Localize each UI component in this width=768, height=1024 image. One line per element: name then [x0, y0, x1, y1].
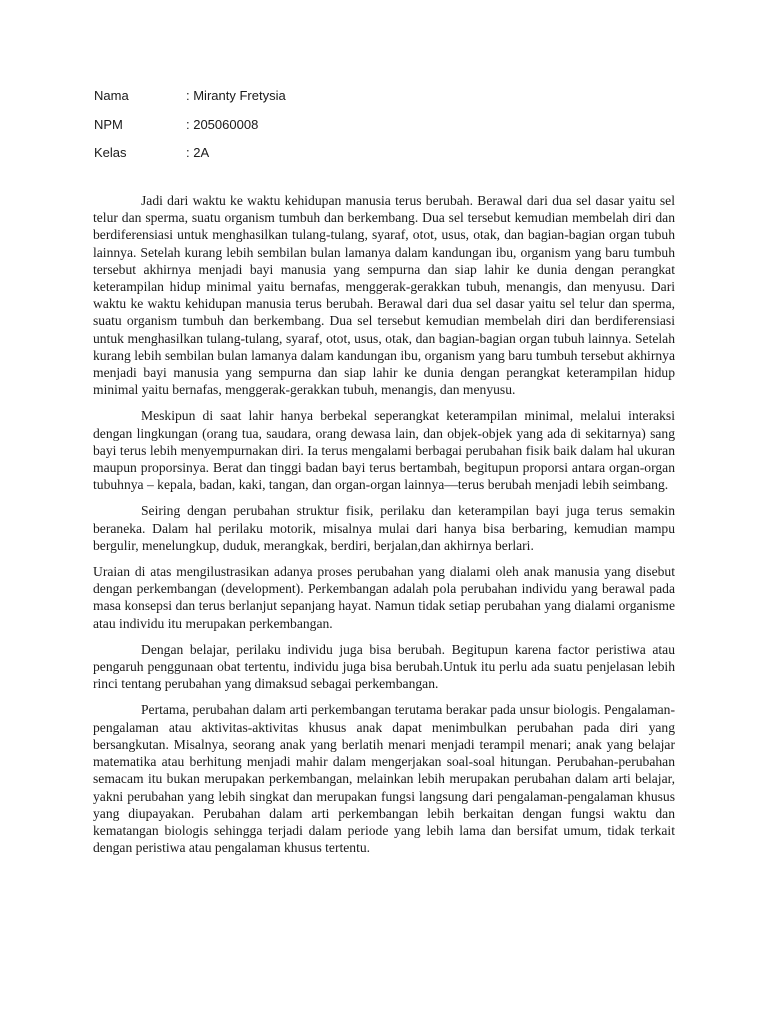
paragraph-6: Pertama, perubahan dalam arti perkembangan terutama berakar pada unsur biologis. Pengalaman-pengalaman atau aktivitas-aktivitas khusus anak dapat menimbulkan perubahan pada diri yang bersangkutan. Misalnya, seorang anak yang berlatih menari menjadi terampil menari; anak yang belajar matematika atau berhitung menjadi mahir dalam mengerjakan soal-soal hitungan. Perubahan-perubahan semacam itu bukan merupakan perkembangan, melainkan lebih merupakan perubahan dalam arti belajar, yakni perubahan yang lebih singkat dan merupakan fungsi langsung dari pengalaman-pengalaman khusus yang diupayakan. Perubahan dalam arti perkembangan lebih berkaitan dengan fungsi waktu dan kematangan biologis sehingga terjadi dalam periode yang lebih lama dan bersifat umum, tidak terkait dengan peristiwa atau pengalaman khusus tertentu.	[93, 702, 675, 856]
class-label: Kelas	[94, 145, 127, 160]
npm-label: NPM	[94, 116, 123, 132]
npm-value: : 205060008	[186, 116, 259, 132]
name-value: : Miranty Fretysia	[186, 88, 286, 103]
name-label: Nama	[94, 88, 129, 103]
essay-body	[93, 192, 675, 865]
npm-row	[94, 115, 286, 144]
student-info	[94, 86, 286, 172]
paragraph-3: Seiring dengan perubahan struktur fisik, perilaku dan keterampilan bayi juga terus semakin beraneka. Dalam hal perilaku motorik, misalnya mulai dari hanya bisa berbaring, kemudian mampu bergulir, menelungkup, duduk, merangkak, berdiri, berjalan,dan akhirnya berlari.	[93, 503, 675, 553]
paragraph-2: Meskipun di saat lahir hanya berbekal seperangkat keterampilan minimal, melalui interaksi dengan lingkungan (orang tua, saudara, orang dewasa lain, dan objek-objek yang ada di sekitarnya) sang bayi terus lebih menyempurnakan diri. Ia terus mengalami berbagai perubahan fisik baik dalam hal ukuran maupun proporsinya. Berat dan tinggi badan bayi terus bertambah, begitupun proporsi antara organ-organ tubuhnya – kepala, badan, kaki, tangan, dan organ-organ lainnya—terus berubah menjadi lebih seimbang.	[93, 408, 675, 493]
name-row	[94, 86, 286, 115]
class-value: : 2A	[186, 145, 210, 160]
paragraph-5: Dengan belajar, perilaku individu juga bisa berubah. Begitupun karena factor peristiwa atau pengaruh penggunaan obat tertentu, individu juga bisa berubah.Untuk itu perlu ada suatu penjelasan lebih rinci tentang perubahan yang dimaksud sebagai perkembangan.	[93, 641, 675, 692]
class-row	[94, 143, 286, 172]
paragraph-1: Jadi dari waktu ke waktu kehidupan manusia terus berubah. Berawal dari dua sel dasar yaitu sel telur dan sperma, suatu organism tumbuh dan berkembang. Dua sel tersebut kemudian membelah diri dan berdiferensiasi untuk menghasilkan tulang-tulang, syaraf, otot, usus, otak, dan bagian-bagian organ tubuh lainnya. Setelah kurang lebih sembilan bulan lamanya dalam kandungan ibu, organism yang baru tumbuh tersebut akhirnya menjadi bayi manusia yang sempurna dan siap lahir ke dunia dengan perangkat keterampilan hidup minimal yaitu bernafas, menggerak-gerakkan tubuh, menangis, dan menyusu. Dari waktu ke waktu kehidupan manusia terus berubah. Berawal dari dua sel dasar yaitu sel telur dan sperma, suatu organism tumbuh dan berkembang. Dua sel tersebut kemudian membelah diri dan berdiferensiasi untuk menghasilkan tulang-tulang, syaraf, otot, usus, otak, dan bagian-bagian organ tubuh lainnya. Setelah kurang lebih sembilan bulan lamanya dalam kandungan ibu, organism yang baru tumbuh tersebut akhirnya menjadi bayi manusia yang sempurna dan siap lahir ke dunia dengan perangkat keterampilan hidup minimal yaitu bernafas, menggerak-gerakkan tubuh, menangis, dan menyusu.	[93, 193, 675, 398]
paragraph-4: Uraian di atas mengilustrasikan adanya proses perubahan yang dialami oleh anak manusia yang disebut dengan perkembangan (development). Perkembangan adalah pola perubahan individu yang berawal pada masa konsepsi dan terus berlanjut sepanjang hayat. Namun tidak setiap perubahan yang dialami organisme atau individu itu merupakan perkembangan.	[93, 564, 675, 631]
